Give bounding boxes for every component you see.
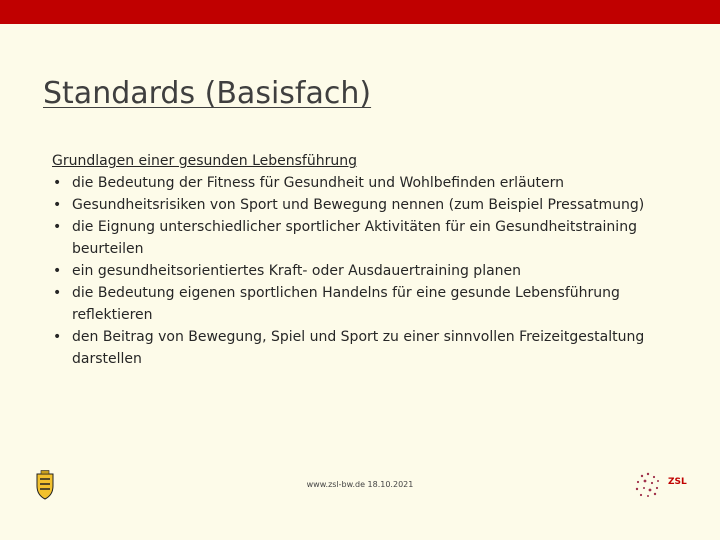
bullet-list <box>52 172 652 370</box>
zsl-logo-text: ZSL <box>668 477 687 487</box>
top-bar <box>0 0 720 24</box>
slide-content <box>52 150 652 370</box>
list-item: • die Eignung unterschiedlicher sportlicher Aktivitäten für ein Gesundheitstraining beurteilen <box>52 216 652 260</box>
slide-title: Standards (Basisfach) <box>43 76 372 111</box>
list-item: • die Bedeutung der Fitness für Gesundheit und Wohlbefinden erläutern <box>52 172 652 194</box>
footer-url-date: www.zsl-bw.de 18.10.2021 <box>306 480 414 489</box>
list-item: • ein gesundheitsorientiertes Kraft- oder Ausdauertraining planen <box>52 260 652 282</box>
section-heading: Grundlagen einer gesunden Lebensführung <box>52 153 357 169</box>
list-item: • die Bedeutung eigenen sportlichen Handelns für eine gesunde Lebensführung reflektieren <box>52 282 652 326</box>
list-item: • Gesundheitsrisiken von Sport und Bewegung nennen (zum Beispiel Pressatmung) <box>52 194 652 216</box>
list-item: • den Beitrag von Bewegung, Spiel und Sport zu einer sinnvollen Freizeitgestaltung darstellen <box>52 326 652 370</box>
